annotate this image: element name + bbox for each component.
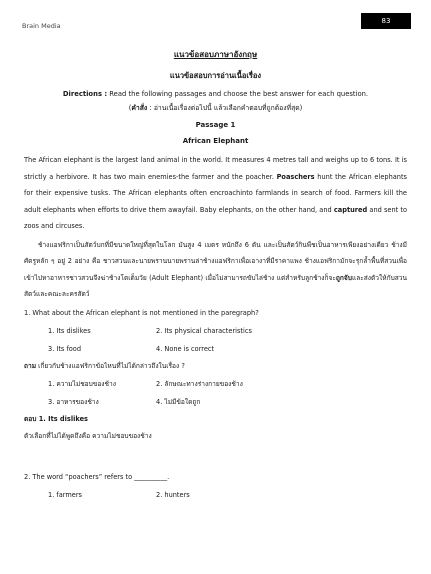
page-content — [24, 48, 407, 504]
directions — [24, 90, 407, 98]
option: 2. ลักษณะทางร่างกายของช้าง — [156, 379, 243, 388]
option: 3. อาหารของช้าง — [48, 397, 99, 406]
directions-thai: (คำสั่ง : อ่านเนื้อเรื่องต่อไปนี้ แล้วเลือกคำตอบที่ถูกต้องที่สุด) — [128, 104, 303, 112]
question-1-explanation: ตัวเลือกที่ไม่ได้พูดถึงคือ ความไม่ชอบของช้าง — [24, 431, 152, 440]
spacer — [24, 445, 407, 467]
passage-label: Passage 1 — [195, 121, 236, 129]
page-title: แนวข้อสอบภาษาอังกฤษ — [173, 50, 258, 59]
header-brand: Brain Media — [22, 22, 61, 30]
option: 2. hunters — [156, 490, 190, 499]
passage-paragraph-english — [24, 152, 407, 235]
option: 1. Its dislikes — [48, 326, 91, 335]
passage-thai-bold: ถูกจับ — [335, 273, 352, 282]
question-2-options-row-1 — [24, 486, 407, 504]
option: 3. Its food — [48, 344, 82, 353]
question-1-thai-options-row-2 — [24, 393, 407, 411]
question-1-thai-options-row-1 — [24, 375, 407, 393]
question-1-thai — [24, 358, 407, 375]
page-subtitle: แนวข้อสอบการอ่านเนื้อเรื่อง — [169, 71, 262, 80]
passage-text-1: The African elephant is the largest land animal in the world. It measures 4 metres tall and weighs up to 6 tons. It is strictly a herbivore. It has two main enemies-the farmer and the poacher. — [24, 156, 407, 181]
question-2: 2. The word “poachers” refers to __________. — [24, 472, 170, 481]
question-1-options-row-2 — [24, 340, 407, 358]
option: 1. farmers — [48, 490, 82, 499]
directions-text: Read the following passages and choose the best answer for each question. — [107, 90, 369, 98]
passage-thai-text-1: ช้างแอฟริกาเป็นสัตว์บกที่มีขนาดใหญ่ที่สุดในโลก มันสูง 4 เมตร หนักถึง 6 ตัน และเป็นสัตว์กินพืชเป็นอาหารเพียงอย่างเดียว ช้างมีศัตรูหลัก ๆ อยู่ 2 อย่าง คือ ชาวสวนและนายพรานนายพรานล่าช้างแอฟริกาเพื่อเอางาที่มีราคาแพง ช้างแอฟริกามักจะรุกล้ำพื้นที่สวนเพื่อเข้าไปหาอาหารชาวสวนจึงฆ่าช้างโตเต็มวัย (Adult Elephant) เมื่อไม่สามารถขับไล่ช้าง แต่สำหรับลูกช้างก็จะ — [24, 240, 407, 282]
passage-text-2: hunt the African elephants for their expensive tusks. The African elephants often encroachinto farmlands in search of food. Farmers kill the adult elephants when efforts to drive them awayfail. Baby elephants, on the other hand, and — [24, 172, 407, 214]
option: 2. Its physical characteristics — [156, 326, 252, 335]
passage-bold-captured: captured — [333, 205, 368, 214]
question-1-answer: ตอบ 1. Its dislikes — [24, 414, 88, 423]
question-1-thai-label: ถาม — [24, 361, 37, 370]
directions-thai-text: : อ่านเนื้อเรื่องต่อไปนี้ แล้วเลือกคำตอบที่ถูกต้องที่สุด) — [147, 104, 303, 112]
option: 4. ไม่มีข้อใดถูก — [156, 397, 201, 406]
question-1-thai-text: เกี่ยวกับช้างแอฟริกาข้อไหนที่ไม่ได้กล่าวถึงในเรื่อง ? — [36, 361, 185, 370]
passage-thai-text-2: และส่งตัวให้กับสวนสัตว์และคณะละครสัตว์ — [24, 273, 407, 298]
passage-paragraph-thai — [24, 237, 407, 303]
option: 4. None is correct — [156, 344, 215, 353]
question-1-options-row-1 — [24, 322, 407, 340]
passage-title: African Elephant — [182, 137, 249, 145]
option: 1. ความไม่ชอบของช้าง — [48, 379, 116, 388]
directions-label: Directions : — [62, 90, 108, 98]
question-1: 1. What about the African elephant is not mentioned in the paregraph? — [24, 308, 259, 317]
passage-bold-poachers: Poaschers — [276, 172, 315, 181]
passage-text-3: and sent to zoos and circuses. — [24, 205, 407, 230]
page-number-badge: 83 — [361, 13, 411, 29]
directions-thai-label: คำสั่ง — [131, 104, 148, 112]
